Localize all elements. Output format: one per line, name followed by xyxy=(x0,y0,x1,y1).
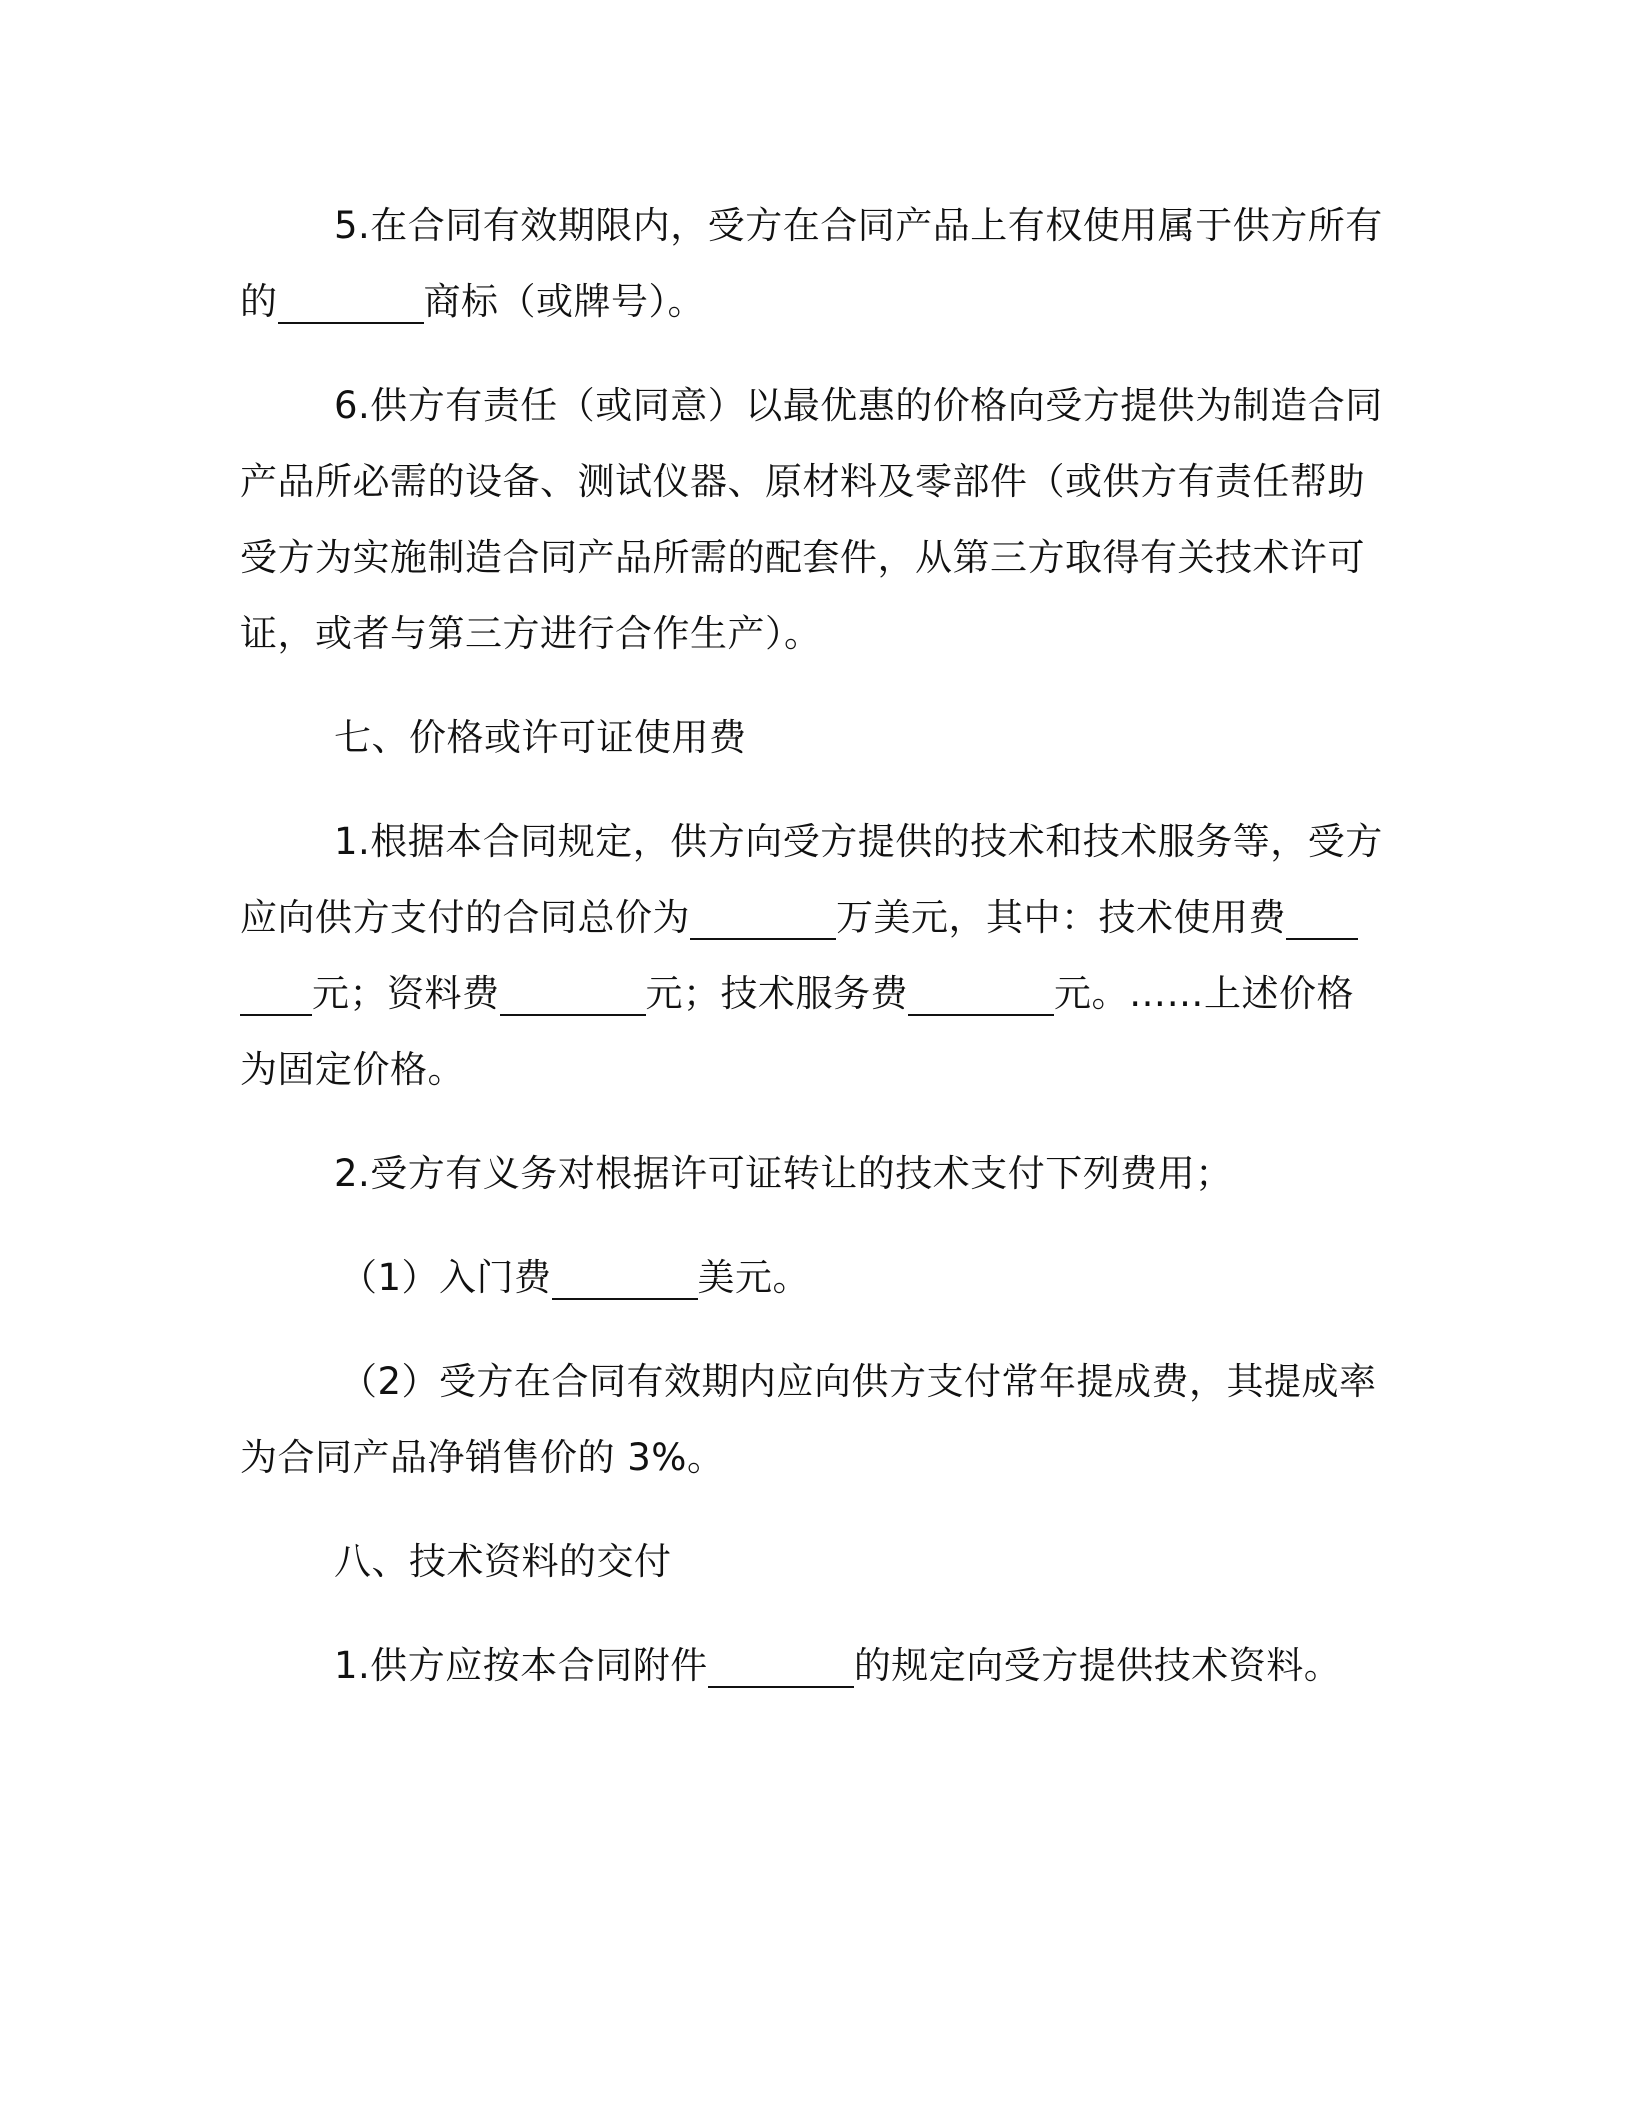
section-7-heading-text: 七、价格或许可证使用费 xyxy=(334,716,747,759)
clause-6-paragraph xyxy=(240,368,1383,672)
section-8-heading xyxy=(240,1524,1380,1600)
clause-5-text-a: 的 xyxy=(240,280,278,323)
clause-7-2-2-line-1: （2）受方在合同有效期内应向供方支付常年提成费，其提成率 xyxy=(340,1360,1377,1403)
clause-7-1-text-b: 万美元，其中：技术使用费 xyxy=(836,896,1286,939)
clause-6-line-4: 证，或者与第三方进行合作生产）。 xyxy=(240,612,822,655)
clause-7-2-1-line xyxy=(240,1240,1380,1316)
clause-7-2-2-paragraph xyxy=(240,1344,1380,1496)
document-body xyxy=(240,188,1383,1732)
clause-7-1-line-4: 为固定价格。 xyxy=(240,1048,465,1091)
section-8-heading-text: 八、技术资料的交付 xyxy=(334,1540,672,1583)
service-fee-blank xyxy=(908,974,1054,1016)
clause-8-1-line xyxy=(240,1628,1380,1704)
clause-8-1-paragraph xyxy=(240,1628,1380,1704)
clause-5-line-2 xyxy=(240,264,1380,340)
clause-7-2-1-paragraph xyxy=(240,1240,1380,1316)
total-price-blank xyxy=(690,898,836,940)
clause-7-1-line-1: 1.根据本合同规定，供方向受方提供的技术和技术服务等，受方 xyxy=(334,820,1383,863)
clause-5-line-1: 5.在合同有效期限内，受方在合同产品上有权使用属于供方所有 xyxy=(334,204,1383,247)
clause-6-line-2: 产品所必需的设备、测试仪器、原材料及零部件（或供方有责任帮助 xyxy=(240,460,1365,503)
appendix-blank xyxy=(708,1646,854,1688)
data-fee-blank xyxy=(500,974,646,1016)
clause-5-text-b: 商标（或牌号）。 xyxy=(423,280,705,323)
entry-fee-blank xyxy=(552,1258,698,1300)
clause-7-2-2-line-2: 为合同产品净销售价的 3%。 xyxy=(240,1436,725,1479)
clause-6-line-3: 受方为实施制造合同产品所需的配套件，从第三方取得有关技术许可 xyxy=(240,536,1365,579)
clause-7-1-line-3 xyxy=(240,956,1380,1032)
clause-7-2-text: 2.受方有义务对根据许可证转让的技术支付下列费用； xyxy=(334,1152,1233,1195)
clause-7-2-paragraph xyxy=(240,1136,1380,1212)
entry-fee-label: （1）入门费 xyxy=(340,1256,552,1299)
clause-5-paragraph xyxy=(240,188,1383,340)
clause-7-1-text-d: 元；技术服务费 xyxy=(645,972,908,1015)
section-7-heading xyxy=(240,700,1380,776)
clause-7-1-text-e: 元。……上述价格 xyxy=(1054,972,1354,1015)
clause-7-1-text-c: 元；资料费 xyxy=(312,972,500,1015)
trademark-blank xyxy=(278,282,424,324)
clause-8-1-text-b: 的规定向受方提供技术资料。 xyxy=(853,1644,1342,1687)
clause-7-1-line-2 xyxy=(240,880,1380,956)
tech-fee-blank-part1 xyxy=(1286,898,1358,940)
clause-7-1-text-a: 应向供方支付的合同总价为 xyxy=(240,896,690,939)
clause-7-1-paragraph xyxy=(240,804,1383,1108)
tech-fee-blank-part2 xyxy=(240,974,312,1016)
entry-fee-unit: 美元。 xyxy=(697,1256,811,1299)
clause-8-1-text-a: 1.供方应按本合同附件 xyxy=(334,1644,708,1687)
clause-6-line-1: 6.供方有责任（或同意）以最优惠的价格向受方提供为制造合同 xyxy=(334,384,1383,427)
